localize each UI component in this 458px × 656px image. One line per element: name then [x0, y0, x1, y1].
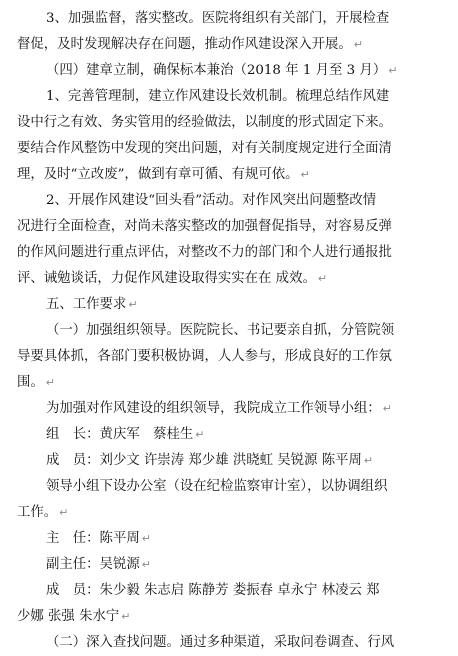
paragraph-line [0, 188, 458, 214]
line-text: 五、工作要求 [46, 297, 127, 312]
paragraph-line [0, 110, 458, 136]
paragraph-line [0, 500, 458, 526]
paragraph-line [0, 32, 458, 58]
paragraph-mark: ↵ [353, 38, 363, 51]
line-text: 1、完善管理制，建立作风建设长效机制。梳理总结作风建 [46, 89, 390, 104]
paragraph-line [0, 6, 458, 32]
paragraph-line [0, 370, 458, 396]
paragraph-mark: ↵ [317, 272, 328, 285]
line-text: 围。 [17, 375, 44, 390]
line-text: 3、加强监督，落实整改。医院将组织有关部门，开展检查 [46, 11, 390, 26]
line-text: （一）加强组织领导。医院院长、书记要亲自抓，分管院领 [46, 323, 395, 338]
paragraph-mark: ↵ [128, 298, 138, 311]
paragraph-line [0, 630, 458, 656]
line-text: 领导小组下设办公室（设在纪检监察审计室），以协调组织 [46, 479, 388, 494]
line-text: 督促，及时发现解决存在问题，推动作风建设深入开展。 [17, 37, 352, 52]
paragraph-mark: ↵ [382, 402, 392, 415]
section-heading [0, 292, 458, 318]
line-text: 导要具体抓，各部门要积极协调，人人参与，形成良好的工作氛 [17, 349, 392, 364]
paragraph-mark: ↵ [300, 168, 310, 181]
line-text: 评、诫勉谈话，力促作风建设取得实实在在 成效。 [17, 271, 316, 286]
section-heading [0, 58, 458, 84]
line-text: 要结合作风整饬中发现的突出问题，对有关制度规定进行全面清 [17, 141, 392, 156]
line-text: 理，及时“立改废”，做到有章可循、有规可依。 [17, 167, 299, 182]
line-text: 2、开展作风建设“回头看”活动。对作风突出问题整改情 [46, 193, 377, 208]
line-text: 成 员：刘少文 许崇涛 郑少雄 洪晓虹 吴锐源 陈平周 [46, 453, 362, 468]
paragraph-mark: ↵ [121, 610, 131, 623]
line-text: 成 员：朱少毅 朱志启 陈静芳 娄振春 卓永宁 林凌云 郑 [46, 583, 380, 598]
paragraph-mark: ↵ [388, 64, 398, 77]
line-text: 副主任：吴锐源 [46, 557, 140, 572]
director-line [0, 526, 458, 552]
members-line [0, 448, 458, 474]
paragraph-mark: ↵ [141, 558, 151, 571]
members-line [0, 604, 458, 630]
paragraph-line [0, 214, 458, 240]
leader-line [0, 422, 458, 448]
paragraph-mark: ↵ [141, 532, 151, 545]
line-text: 况进行全面检查，对尚未落实整改的加强督促指导，对容易反弹 [17, 219, 392, 234]
line-text: 组 长：黄庆军 蔡桂生 [46, 427, 194, 442]
line-text: 设中行之有效、务实管用的经验做法，以制度的形式固定下来。 [17, 115, 392, 130]
paragraph-line [0, 84, 458, 110]
paragraph-line [0, 474, 458, 500]
paragraph-line [0, 318, 458, 344]
deputy-director-line [0, 552, 458, 578]
paragraph-line [0, 266, 458, 292]
line-text: 为加强对作风建设的组织领导，我院成立工作领导小组： [46, 401, 381, 416]
line-text: （二）深入查找问题。通过多种渠道，采取问卷调查、行风 [46, 635, 395, 650]
paragraph-line [0, 396, 458, 422]
paragraph-mark: ↵ [363, 454, 374, 467]
paragraph-line [0, 162, 458, 188]
paragraph-line [0, 240, 458, 266]
line-text: （四）建章立制，确保标本兼治（2018 年 1 月至 3 月） [46, 63, 387, 78]
paragraph-mark: ↵ [195, 428, 205, 441]
line-text: 主 任：陈平周 [46, 531, 140, 546]
line-text: 少娜 张强 朱水宁 [17, 609, 120, 624]
line-text: 的作风问题进行重点评估，对整改不力的部门和个人进行通报批 [17, 245, 392, 260]
paragraph-mark: ↵ [45, 376, 55, 389]
paragraph-mark: ↵ [59, 506, 69, 519]
members-line [0, 578, 458, 604]
paragraph-line [0, 136, 458, 162]
paragraph-line [0, 344, 458, 370]
line-text: 工作。 [17, 505, 58, 520]
